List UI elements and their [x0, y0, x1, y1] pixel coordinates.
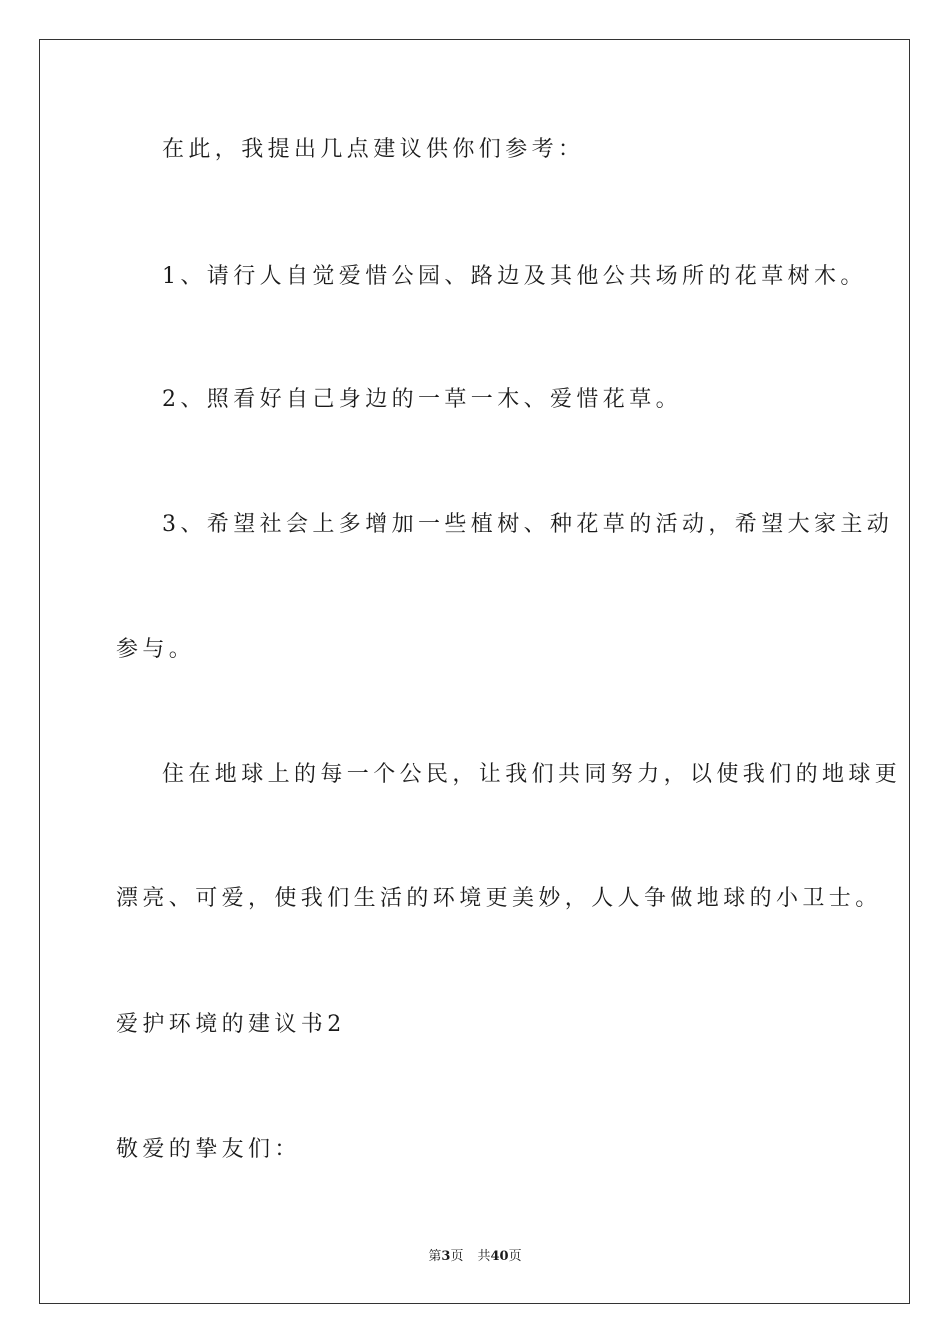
footer-total-suffix: 页 — [508, 1249, 522, 1264]
closing-line-2: 漂亮、可爱，使我们生活的环境更美妙，人人争做地球的小卫士。 — [116, 886, 882, 911]
footer-page-number: 3 — [441, 1249, 451, 1264]
page-frame — [39, 39, 910, 1304]
suggestion-2: 2、照看好自己身边的一草一木、爱惜花草。 — [162, 387, 682, 412]
suggestion-3-line-1: 3、希望社会上多增加一些植树、种花草的活动，希望大家主动 — [162, 512, 894, 537]
footer-total-pages: 40 — [490, 1249, 509, 1264]
salutation: 敬爱的挚友们： — [116, 1137, 301, 1162]
closing-line-1: 住在地球上的每一个公民，让我们共同努力，以使我们的地球更 — [162, 762, 902, 787]
paragraph-intro: 在此，我提出几点建议供你们参考： — [162, 137, 585, 162]
suggestion-1: 1、请行人自觉爱惜公园、路边及其他公共场所的花草树木。 — [162, 264, 867, 289]
footer-page-prefix: 第 — [428, 1249, 442, 1264]
suggestion-3-line-2: 参与。 — [116, 637, 196, 662]
footer-total-prefix: 共 — [477, 1249, 491, 1264]
section-title: 爱护环境的建议书2 — [116, 1012, 346, 1037]
footer-page-suffix: 页 — [450, 1249, 464, 1264]
page-footer — [0, 1248, 950, 1266]
